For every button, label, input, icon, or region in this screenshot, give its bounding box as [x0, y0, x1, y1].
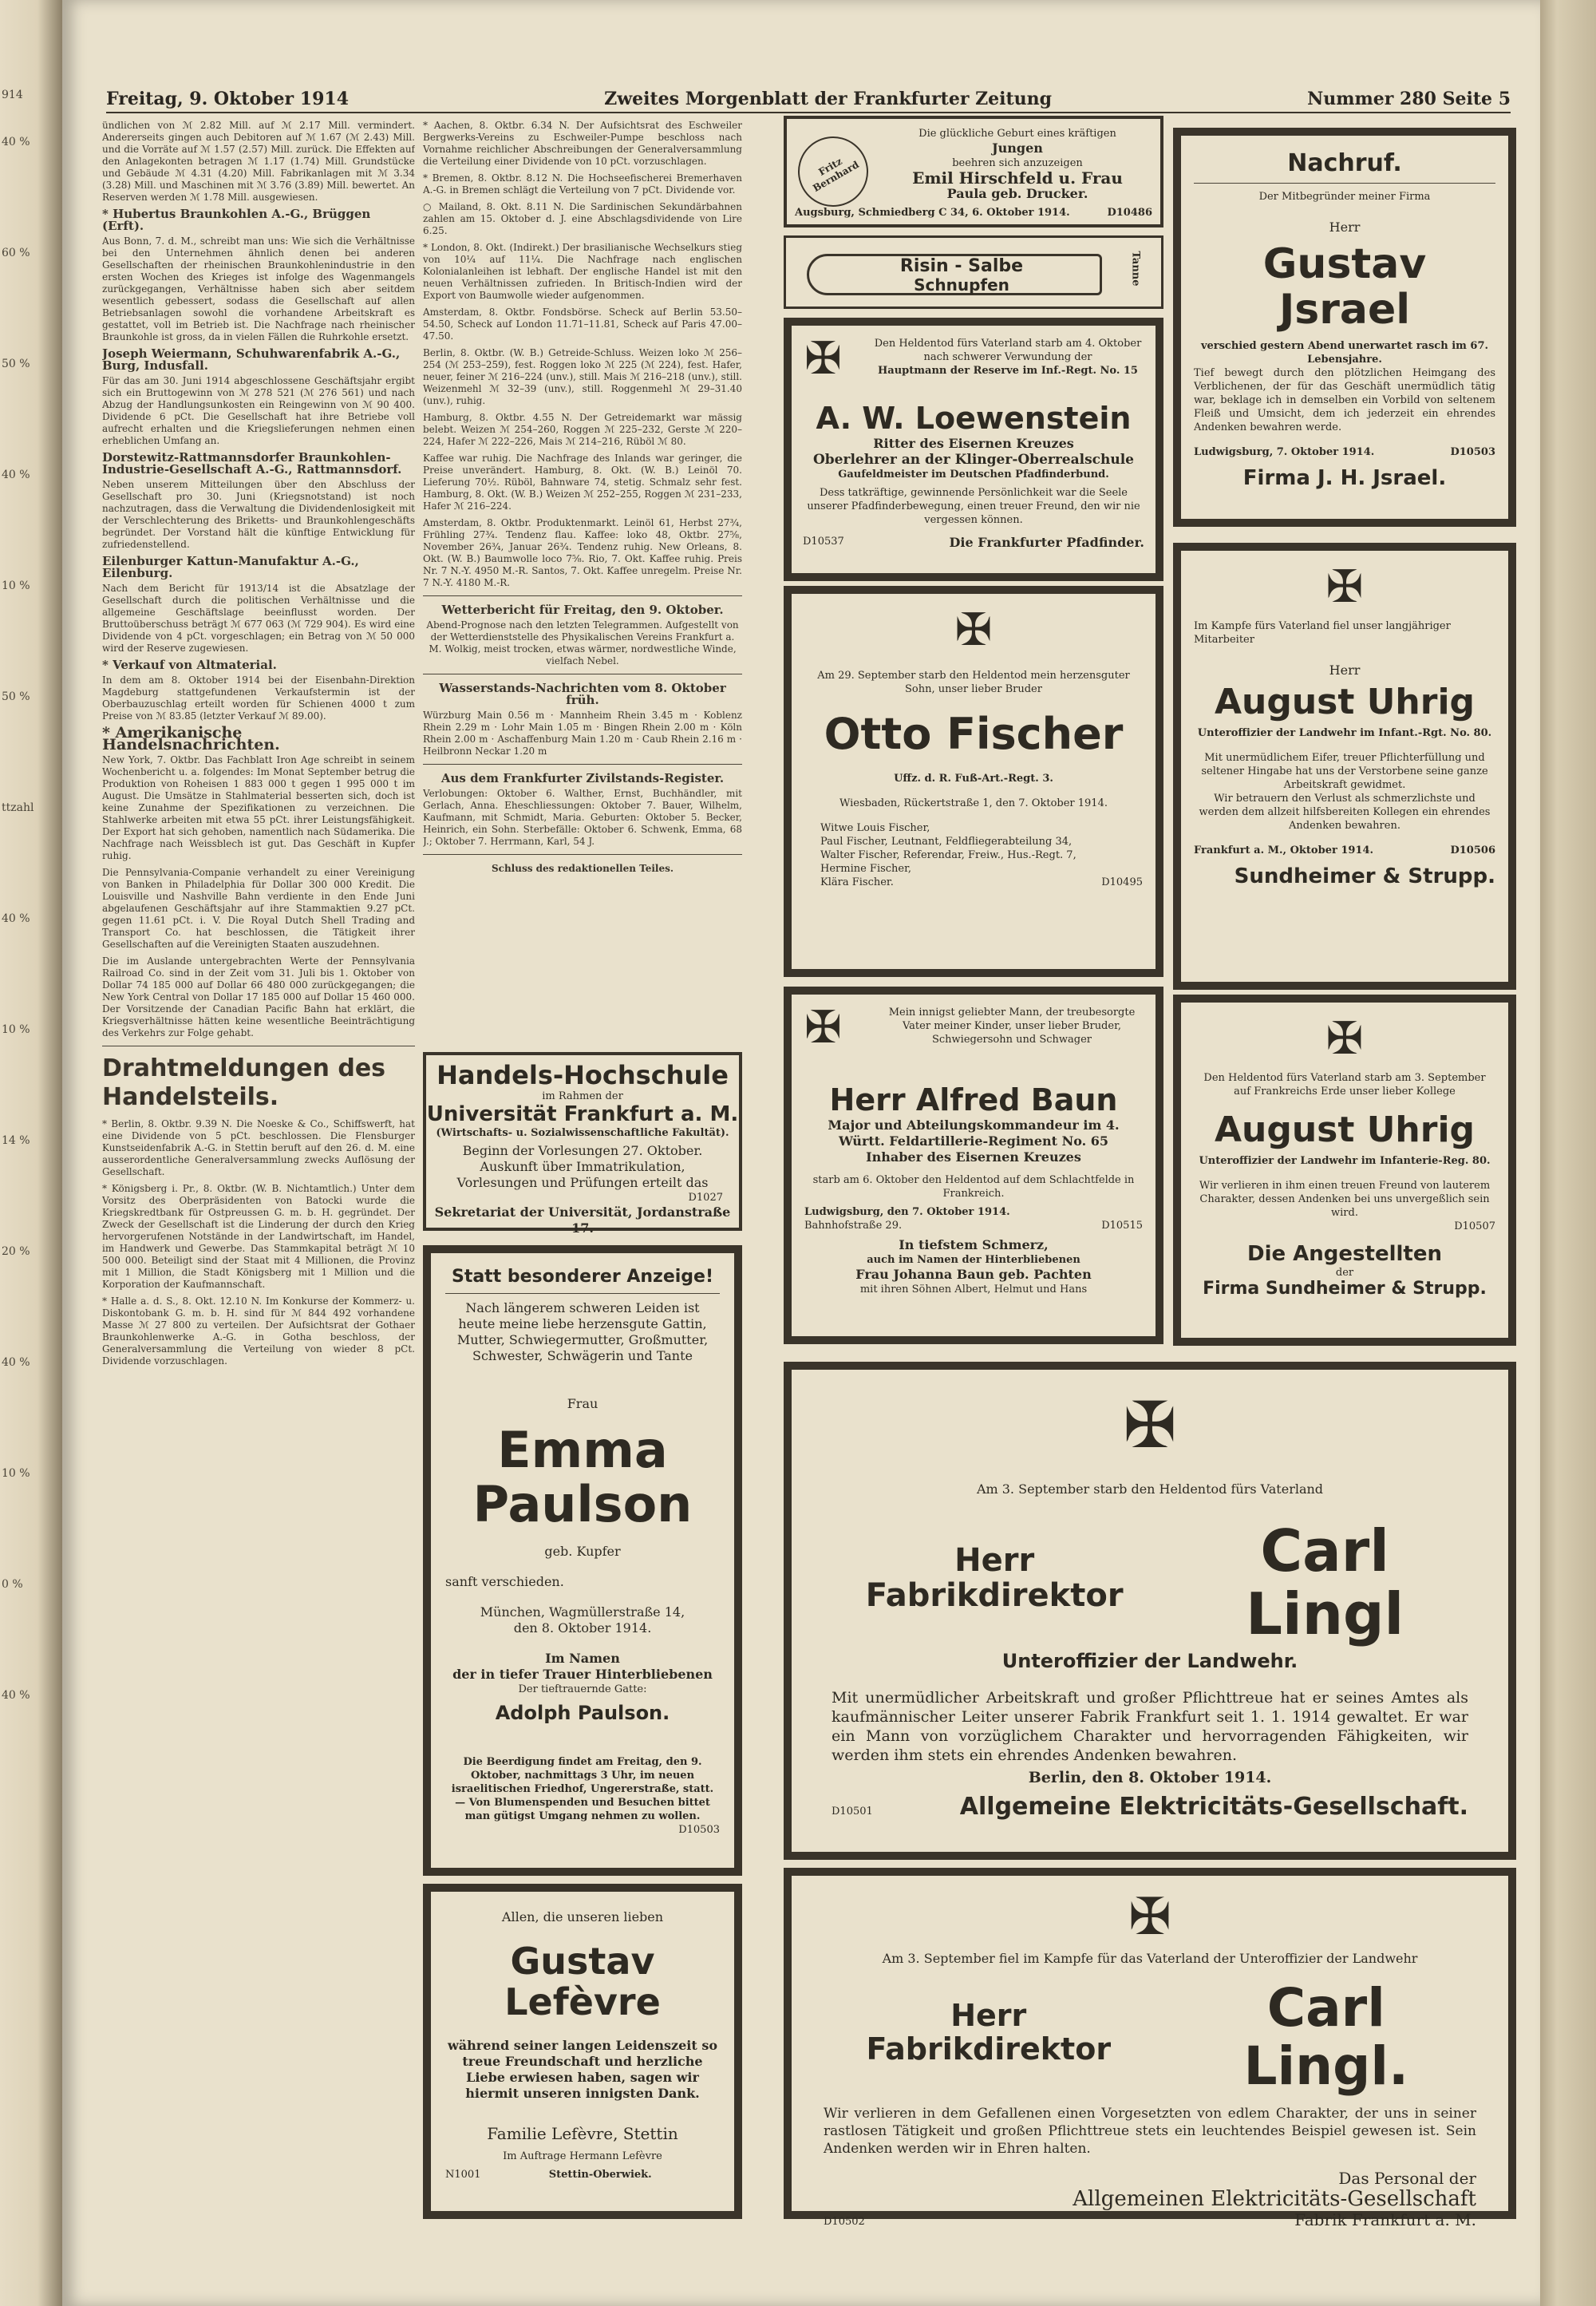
col1-p9: Die im Auslande untergebrachten Werte der Pennsylvania Railroad Co. sind in der Zeit vom 31. Juli bis 1. Oktober von Dollar 74 185 000 auf Dollar 66 480 000 zurückgegangen; die New York Central von Dollar 17 185 000 auf Dollar 15 460 000. Der Vorsitzende der Canadian Pacific Bahn hat erklärt, die Kriegsverhältnisse hätten keine wesentliche Beeinträchtigung des Verkehrs zur Folge gehabt.	[102, 955, 415, 1038]
edge-fragment: 40 %	[2, 469, 30, 481]
loewenstein-sign: Die Frankfurter Pfadfinder.	[949, 534, 1144, 550]
col2-end: Schluss des redaktionellen Teiles.	[491, 863, 674, 874]
fischer-sig5: Klära Fischer.	[820, 876, 894, 889]
uhrig2-l2: Wir verlieren in ihm einen treuen Freund von lauterem Charakter, dessen Andenken bei uns unvergeßlich sein wird.	[1199, 1180, 1491, 1220]
header-date: Freitag, 9. Oktober 1914	[106, 89, 350, 109]
ad-baun	[784, 987, 1163, 1344]
israel-head: Nachruf.	[1287, 149, 1402, 177]
previous-page-strip	[2, 88, 57, 1799]
baun-s3: Frau Johanna Baun geb. Pachten	[855, 1266, 1092, 1282]
col2-p9: Amsterdam, 8. Oktbr. Produktenmarkt. Leinöl 61, Herbst 27¾, Frühling 27¾. Tendenz flau. Kaffee: loko 48, Oktbr. 27⅝, November 26¾, Januar 26¾. Tendenz ruhig. New Orleans, 8. Okt. (W. B.) Baumwolle loco 7⅝. Rio, 7. Okt. Kaffee ruhig. Preis Nr. 7 N.-Y. 4950 M.-R. Santos, 7. Okt. Kaffee unregelm. Preise Nr. 7 N.-Y. 4180 M.-R.	[423, 517, 742, 588]
edge-fragment: 10 %	[2, 579, 30, 592]
col2-divider-1	[423, 595, 742, 596]
baun-name: Herr Alfred Baun	[829, 1082, 1118, 1117]
edge-fragment: 40 %	[2, 912, 30, 925]
lingl1-rank: Unteroffizier der Landwehr.	[1001, 1650, 1298, 1673]
paulson-funeral: Die Beerdigung findet am Freitag, den 9. Oktober, nachmittags 3 Uhr, im neuen israelitischen Friedhof, Ungererstraße, statt. — Von Blumenspenden und Besuchen bittet man gütigst Umgang nehmen zu wollen.	[451, 1755, 714, 1822]
lingl2-s1: Das Personal der	[1338, 2169, 1476, 2189]
lingl1-l1: Am 3. September starb den Heldentod fürs Vaterland	[976, 1481, 1324, 1497]
baun-s1: In tiefstem Schmerz,	[899, 1236, 1049, 1252]
header-number: Nummer 280 Seite 5	[1307, 89, 1511, 109]
baun-place: Ludwigsburg, den 7. Oktober 1914.	[804, 1205, 1010, 1218]
loewenstein-l2: Hauptmann der Reserve im Inf.-Regt. No. 15	[878, 365, 1138, 377]
hh-sub: im Rahmen der	[542, 1090, 623, 1103]
risin-l2: Schnupfen	[914, 275, 1009, 295]
ad-handelshochschule	[423, 1052, 742, 1236]
iron-cross-icon: ✠	[1123, 1388, 1177, 1462]
edge-fragment: ttzahl	[2, 801, 34, 814]
col2-h1: Wetterbericht für Freitag, den 9. Oktober.	[441, 603, 724, 617]
col2-h2: Wasserstands-Nachrichten vom 8. Oktober früh.	[439, 681, 726, 707]
israel-code: D10503	[1450, 446, 1495, 459]
column-2	[423, 120, 742, 1030]
ad-lingl-2	[784, 1868, 1516, 2230]
ad-israel	[1173, 128, 1516, 527]
col2-p8: Kaffee war ruhig. Die Nachfrage des Inlands war geringer, die Preise unverändert. Hamburg, 8. Okt. (W. B.) Leinöl 70. Lieferung 70½. Rüböl, Bahnware 74, stetig. Schmalz sehr fest. Hamburg, 8. Okt. (W. B.) Weizen ℳ 252–255, Roggen ℳ 231–233, Hafer ℳ 216–224.	[423, 453, 742, 512]
col2-p2: * Bremen, 8. Oktbr. 8.12 N. Die Hochseefischerei Bremerhaven A.-G. in Bremen schlägt die Verteilung von 7 pCt. Dividende vor.	[423, 172, 742, 196]
loewenstein-l3: Ritter des Eisernen Kreuzes	[873, 435, 1074, 451]
uhrig1-l1: Im Kampfe fürs Vaterland fiel unser langjähriger Mitarbeiter	[1194, 620, 1451, 646]
col2-p5: Amsterdam, 8. Oktbr. Fondsbörse. Scheck auf Berlin 53.50–54.50, Scheck auf London 11.71–11.81, Scheck auf Paris 47.00–47.50.	[423, 307, 742, 342]
col1-h7: Drahtmeldungen des Handelsteils.	[102, 1054, 386, 1111]
edge-fragment: 50 %	[2, 358, 30, 370]
baun-l4: starb am 6. Oktober den Heldentod auf dem Schlachtfelde in Frankreich.	[812, 1173, 1135, 1200]
iron-cross-icon: ✠	[1325, 1013, 1364, 1065]
col2-p1: * Aachen, 8. Oktbr. 6.34 N. Der Aufsichtsrat des Eschweiler Bergwerks-Vereins zu Eschweiler-Pumpe beschloss nach Vornahme reichlicher Abschreibungen der Generalversammlung die Verteilung einer Dividende von 10 pCt. vorzuschlagen.	[423, 120, 742, 167]
book-left-edge	[0, 0, 62, 2306]
col2-divider-3	[423, 764, 742, 765]
col1-p2: Aus Bonn, 7. d. M., schreibt man uns: Wie sich die Verhältnisse bei den Unternehmen ähnlich denen bei anderen Gesellschaften der rheinischen Braunkohlenindustrie in den ersten Wochen des Krieges ist infolge des Wagenmangels zurückgegangen, Verhältnisse haben sich aber seitdem wesentlich gebessert, sodass die Gesellschaft auf allen Betriebsanlagen sowohl die vorhandene Arbeitskraft es gestattet, voll im Betrieb ist. Die Nachfrage nach rheinischer Braunkohle ist gross, da in vielen Fällen die Ruhrkohle ersetzt.	[102, 235, 415, 342]
fischer-name: Otto Fischer	[824, 709, 1124, 759]
uhrig1-code: D10506	[1450, 844, 1495, 857]
col1-p11: * Königsberg i. Pr., 8. Oktbr. (W. B. Nichtamtlich.) Unter dem Vorsitz des Oberpräsidenten von Batocki wurde die Kriegskredtbank für Ostpreussen G. m. b. H. gegründet. Der Zweck der Gesellschaft ist die Linderung der durch den Krieg hervorgerufenen Notstände in der Landwirtschaft, im Handel, im Handwerk und Gewerbe. Das Stammkapital beträgt ℳ 10 500 000. Beteiligt sind der Staat mit 4 Millionen, die Provinz mit 1 Million, die Stadt Königsberg mit 1 Million und die Korporation der Kaufmannschaft.	[102, 1183, 415, 1290]
birth-place: Augsburg, Schmiedberg C 34, 6. Oktober 1914.	[795, 207, 1070, 219]
paulson-namen: Im Namen	[545, 1650, 620, 1666]
uhrig1-firm: Sundheimer & Strupp.	[1234, 864, 1495, 889]
col1-h4: Eilenburger Kattun-Manufaktur A.-G., Eilenburg.	[102, 554, 359, 580]
paulson-intro: Nach längerem schweren Leiden ist heute meine liebe herzensgute Gattin, Mutter, Schwiegermutter, Großmutter, Schwester, Schwägerin und Tante	[456, 1300, 709, 1364]
col1-p4: Neben unserem Mitteilungen über den Abschluss der Gesellschaft pro 30. Juni (Kriegsnotstand) ist noch nachzutragen, dass die Verwaltung die Dividendenlosigkeit mit der Verschlechterung des Briketts- und Braunkohlengeschäfts begründet. Der Vorstand hält die künftige Entwicklung für zufriedenstellend.	[102, 479, 415, 550]
iron-cross-icon: ✠	[804, 1002, 842, 1054]
hh-sek: Sekretariat der Universität, Jordanstraße 17.	[434, 1204, 731, 1236]
loewenstein-l6: Dess tatkräftige, gewinnende Persönlichkeit war die Seele unserer Pfadfinderbewegung, einen treuer Freund, den wir nie vergessen können.	[807, 486, 1140, 526]
lingl1-code: D10501	[832, 1805, 873, 1818]
lingl2-code: D10502	[824, 2216, 865, 2229]
loewenstein-l1: Den Heldentod fürs Vaterland starb am 4. Oktober nach schwerer Verwundung der	[874, 338, 1142, 363]
iron-cross-icon: ✠	[954, 604, 993, 656]
edge-fragment: 40 %	[2, 136, 30, 148]
lingl2-l2: Wir verlieren in dem Gefallenen einen Vorgesetzten von edlem Charakter, der uns in seiner rastlosen Tätigkeit und großen Pflichttreue stets ein leuchtendes Beispiel gewesen ist. Sein Andenken werden wir in Ehren halten.	[824, 2106, 1476, 2158]
lefevre-auftrag: Im Auftrage Hermann Lefèvre	[503, 2150, 662, 2163]
baun-l2: Major und Abteilungskommandeur im 4. Württ. Feldartillerie-Regiment No. 65	[828, 1117, 1120, 1149]
col1-h6: * Amerikanische Handelsnachrichten.	[102, 724, 280, 754]
ad-loewenstein	[784, 318, 1163, 581]
israel-herr: Herr	[1329, 220, 1361, 235]
fischer-code: D10495	[1101, 876, 1143, 889]
book-right-edge	[1540, 0, 1596, 2306]
lefevre-place: Stettin-Oberwiek.	[548, 2169, 652, 2181]
lingl2-s3: Fabrik Frankfurt a. M.	[1294, 2210, 1476, 2230]
uhrig2-l1: Den Heldentod fürs Vaterland starb am 3. September auf Frankreichs Erde unser lieber Kollege	[1203, 1072, 1486, 1098]
paulson-geb: geb. Kupfer	[544, 1543, 621, 1559]
lingl2-l1: Am 3. September fiel im Kampfe für das Vaterland der Unteroffizier der Landwehr	[882, 1951, 1418, 1966]
header-paper: Zweites Morgenblatt der Frankfurter Zeitung	[604, 89, 1053, 109]
edge-fragment: 40 %	[2, 1356, 30, 1369]
fischer-sig2: Paul Fischer, Leutnant, Feldfliegerabteilung 34,	[820, 836, 1073, 848]
lefevre-fam: Familie Lefèvre, Stettin	[487, 2124, 678, 2144]
hh-fac: (Wirtschafts- u. Sozialwissenschaftliche Fakultät).	[436, 1126, 729, 1139]
paulson-head: Statt besonderer Anzeige!	[451, 1267, 714, 1287]
uhrig1-l2: Mit unermüdlichem Eifer, treuer Pflichterfüllung und seltener Hingabe hat uns der Verstorbene seine ganze Arbeitskraft gewidmet.	[1201, 752, 1488, 792]
israel-name: Gustav Jsrael	[1262, 240, 1427, 334]
paulson-rule	[445, 1293, 720, 1294]
lingl1-firm: Allgemeine Elektricitäts-Gesellschaft.	[959, 1792, 1468, 1821]
baun-s4: mit ihren Söhnen Albert, Helmut und Hans	[859, 1283, 1088, 1295]
israel-rule	[1194, 183, 1495, 184]
edge-fragment: 10 %	[2, 1023, 30, 1036]
uhrig2-s3: Firma Sundheimer & Strupp.	[1203, 1278, 1487, 1299]
iron-cross-icon: ✠	[804, 333, 842, 385]
paulson-date: den 8. Oktober 1914.	[513, 1620, 652, 1636]
col2-p3: ○ Mailand, 8. Okt. 8.11 N. Die Sardinischen Sekundärbahnen zahlen am 15. Oktober d. J. eine Abschlagsdividende von Lire 6.25.	[423, 201, 742, 236]
paulson-code: D10503	[678, 1823, 720, 1836]
uhrig1-rank: Unteroffizier der Landwehr im Infant.-Rgt. No. 80.	[1197, 727, 1492, 740]
col1-p5: Nach dem Bericht für 1913/14 ist die Absatzlage der Gesellschaft durch die politischen Verhältnisse und die allgemeine Geschäftslage beeinflusst worden. Der Bruttoüberschuss beträgt ℳ 677 063 (ℳ 729 904). Es wird eine Dividende von 4 pCt. vorgeschlagen; ein Betrag von ℳ 50 000 wird der Reserve zugewiesen.	[102, 583, 415, 654]
lefevre-name: Gustav Lefèvre	[504, 1940, 661, 2023]
edge-fragment: 10 %	[2, 1467, 30, 1480]
page-header	[106, 86, 1511, 113]
loewenstein-code: D10537	[803, 535, 844, 548]
lingl1-l2: Mit unermüdlicher Arbeitskraft und großer Pflichttreue hat er seines Amtes als kaufmännischer Leiter unserer Fabrik Frankfurt seit 1. 1. 1914 gewaltet. Er war ein Mann von vorzüglichem Charakter und hervorragenden Fähigkeiten, wir werden ihm stets ein ehrendes Andenken bewahren.	[832, 1688, 1468, 1764]
lingl2-name: Carl Lingl.	[1243, 1977, 1409, 2097]
israel-place: Ludwigsburg, 7. Oktober 1914.	[1194, 446, 1375, 459]
fischer-sig3: Walter Fischer, Referendar, Freiw., Hus.-Regt. 7,	[820, 849, 1077, 862]
uhrig2-s2: der	[1335, 1266, 1354, 1279]
ad-lefevre	[423, 1884, 742, 2219]
uhrig1-place: Frankfurt a. M., Oktober 1914.	[1194, 844, 1374, 857]
col1-p8: Die Pennsylvania-Companie verhandelt zu einer Vereinigung von Banken in Philadelphia für Dollar 300 000 Kredit. Die Louisville und Nashville Bahn verdiente in den Ende Juni abgelaufenen Geschäftsjahr auf ihre Stammaktien 9.27 pCt. gegen 11.61 pCt. i. V. Die Royal Dutch Shell Trading and Transport Co. hat beschlossen, die Tätigkeit ihrer Gesellschaften auf die Vereinigten Staaten auszudehnen.	[102, 867, 415, 950]
col1-h2: Joseph Weiermann, Schuhwarenfabrik A.-G., Burg, Indusfall.	[102, 346, 401, 373]
paulson-name: Emma Paulson	[472, 1421, 693, 1534]
ad-lingl-1	[784, 1362, 1516, 1860]
birth-code: D10486	[1107, 207, 1152, 219]
col2-p6: Berlin, 8. Oktbr. (W. B.) Getreide-Schluss. Weizen loko ℳ 256–254 (ℳ 253–259), fest. Roggen loko ℳ 225 (ℳ 224), fest. Hafer, neuer, feiner ℳ 216–224 (unv.), still. Mais ℳ 216–218 (unv.), still. Weizenmehl ℳ 32–39 (unv.), still. Roggenmehl ℳ 29–31.40 (unv.), ruhig.	[423, 347, 742, 406]
col1-h3: Dorstewitz-Rattmannsdorfer Braunkohlen-Industrie-Gesellschaft A.-G., Rattmannsdorf.	[102, 450, 402, 477]
col2-p7: Hamburg, 8. Oktbr. 4.55 N. Der Getreidemarkt war mässig belebt. Weizen ℳ 254–260, Roggen ℳ 225–232, Gerste ℳ 220–224, Hafer ℳ 222–226, Mais ℳ 214–216, Rüböl ℳ 80.	[423, 412, 742, 447]
fischer-place: Wiesbaden, Rückertstraße 1, den 7. Oktober 1914.	[839, 797, 1108, 810]
baun-s2: auch im Namen der Hinterbliebenen	[867, 1253, 1080, 1266]
ad-paulson	[423, 1245, 742, 1876]
newspaper-page	[62, 0, 1540, 2306]
col1-p10: * Berlin, 8. Oktbr. 9.39 N. Die Noeske & Co., Schiffswerft, hat eine Dividende von 5 pCt. beschlossen. Die Flensburger Kunstseidenfabrik A.-G. in Stettin beruft auf den 26. d. M. eine ausserordentliche Generalversammlung zwecks Auflösung der Gesellschaft.	[102, 1118, 415, 1177]
birth-names: Emil Hirschfeld u. Frau	[912, 168, 1123, 188]
hh-uni: Universität Frankfurt a. M.	[426, 1102, 739, 1127]
baun-l3: Inhaber des Eisernen Kreuzes	[866, 1149, 1081, 1165]
col1-p3: Für das am 30. Juni 1914 abgeschlossene Geschäftsjahr ergibt sich ein Bruttogewinn von ℳ 278 521 (ℳ 276 561) und nach Abzug der Handlungsunkosten ein Reingewinn von ℳ 90 400. Dividende 6 pCt. Die Gesellschaft hat ihre Betriebe voll aufrecht erhalten und die Kriegslieferungen nehmen einen erheblichen Umfang an.	[102, 375, 415, 446]
israel-firm: Firma J. H. Jsrael.	[1242, 466, 1447, 491]
israel-l2: verschied gestern Abend unerwartet rasch im 67. Lebensjahre.	[1200, 340, 1489, 366]
hh-body: Beginn der Vorlesungen 27. Oktober. Auskunft über Immatrikulation, Vorlesungen und Prüfungen erteilt das	[456, 1142, 709, 1190]
col1-h1: * Hubertus Braunkohlen A.-G., Brüggen (Erft).	[102, 207, 371, 233]
col2-p12: Verlobungen: Oktober 6. Walther, Ernst, Buchhändler, mit Gerlach, Anna. Eheschliessungen: Oktober 7. Bauer, Wilhelm, Kaufmann, mit Schmidt, Maria. Geburten: Oktober 5. Becker, Heinrich, ein Sohn. Sterbefälle: Oktober 6. Schwenk, Emma, 68 J.; Oktober 7. Herrmann, Karl, 54 J.	[423, 788, 742, 847]
edge-fragment: 40 %	[2, 1689, 30, 1702]
paulson-frau: Frau	[567, 1396, 598, 1412]
birth-l3: beehren sich anzuzeigen	[952, 157, 1083, 169]
israel-l1: Der Mitbegründer meiner Firma	[1258, 191, 1431, 203]
edge-fragment: 20 %	[2, 1245, 30, 1258]
fischer-rank: Uffz. d. R. Fuß-Art.-Regt. 3.	[894, 773, 1053, 785]
lefevre-body: während seiner langen Leidenszeit so treue Freundschaft und herzliche Liebe erwiesen haben, sagen wir hiermit unseren innigsten Dank.	[448, 2038, 717, 2102]
ad-birth	[784, 116, 1163, 227]
uhrig1-name: August Uhrig	[1214, 682, 1476, 722]
birth-l2: Jungen	[992, 140, 1043, 156]
ad-uhrig-2	[1173, 995, 1516, 1346]
col1-h5: * Verkauf von Altmaterial.	[102, 658, 277, 672]
col2-p4: * London, 8. Okt. (Indirekt.) Der brasilianische Wechselkurs stieg von 10¼ auf 11¼. Die Nachfrage nach englischen Kolonialanleihen ist lebhaft. Der englische Handel ist mit den neuen Verhältnissen zufrieden. In Britisch-Indien wird der Export von Baumwolle wieder aufgenommen.	[423, 242, 742, 301]
lingl1-pre: Herr Fabrikdirektor	[865, 1542, 1124, 1614]
uhrig2-code: D10507	[1454, 1220, 1495, 1233]
loewenstein-l4: Oberlehrer an der Klinger-Oberrealschule	[812, 451, 1134, 468]
ad-risin	[784, 235, 1163, 309]
col1-p12: * Halle a. d. S., 8. Okt. 12.10 N. Im Konkurse der Kommerz- u. Diskontobank G. m. b. H. sind für ℳ 844 492 vorhandene Masse ℳ 27 800 zu verteilen. Der Aufsichtsrat der Gothaer Braunkohlenwerke A.-G. in Gotha beschloss, der Generalversammlung die Verteilung von wieder 8 pCt. Dividende vorzuschlagen.	[102, 1295, 415, 1367]
birth-stamp: Fritz Bernhard	[785, 124, 881, 220]
lingl1-name: Carl Lingl	[1246, 1517, 1404, 1648]
lingl1-place: Berlin, den 8. Oktober 1914.	[1028, 1768, 1272, 1786]
col2-p11: Würzburg Main 0.56 m · Mannheim Rhein 3.45 m · Koblenz Rhein 2.29 m · Lohr Main 1.05 m · Bingen Rhein 2.00 m · Köln Rhein 2.00 m · Aschaffenburg Main 1.20 m · Caub Rhein 2.16 m · Heilbronn Neckar 1.20 m	[423, 710, 742, 757]
ad-uhrig-1	[1173, 543, 1516, 990]
uhrig2-s1: Die Angestellten	[1247, 1242, 1442, 1267]
risin-l1: Risin - Salbe	[899, 256, 1024, 276]
paulson-place: München, Wagmüllerstraße 14,	[480, 1604, 685, 1620]
lingl2-s2: Allgemeinen Elektricitäts-Gesellschaft	[1073, 2187, 1476, 2212]
baun-l1: Mein innigst geliebter Mann, der treubesorgte Vater meiner Kinder, unser lieber Bruder, Schwiegersohn und Schwager	[888, 1007, 1136, 1046]
uhrig1-l3: Wir betrauern den Verlust als schmerzlichste und werden dem allzeit hilfsbereiten Kollegen ein ehrendes Andenken bewahren.	[1199, 793, 1491, 833]
paulson-trauer: der in tiefer Trauer Hinterbliebenen	[452, 1666, 713, 1682]
edge-fragment: 14 %	[2, 1134, 30, 1147]
baun-code: D10515	[1101, 1219, 1143, 1232]
birth-paula: Paula geb. Drucker.	[946, 186, 1088, 201]
risin-side: Tanne	[1129, 251, 1142, 287]
loewenstein-name: A. W. Loewenstein	[816, 401, 1132, 436]
fischer-l1: Am 29. September starb den Heldentod mein herzensguter Sohn, unser lieber Bruder	[817, 670, 1130, 695]
col1-p6: In dem am 8. Oktober 1914 bei der Eisenbahn-Direktion Magdeburg stattgefundenen Verkaufstermin ist der Oberbauzuschlag erteilt worden für Schienen 4000 t zum Preise von ℳ 83.85 (letzter Verkauf ℳ 89.00).	[102, 674, 415, 722]
edge-fragment: 914	[2, 89, 23, 101]
israel-l3: Tief bewegt durch den plötzlichen Heimgang des Verblichenen, der für das Geschäft unermüdlich tätig war, beklage ich in demselben ein Vorbild von seltenem Fleiß und Umsicht, dem ich jederzeit ein ehrendes Andenken bewahren werde.	[1194, 367, 1495, 434]
edge-fragment: 0 %	[2, 1578, 23, 1591]
birth-l1: Die glückliche Geburt eines kräftigen	[918, 128, 1116, 140]
lefevre-code: N1001	[445, 2169, 481, 2181]
col1-p1: ündlichen von ℳ 2.82 Mill. auf ℳ 2.17 Mill. vermindert. Andererseits gingen auch Debitoren auf ℳ 1.67 (ℳ 2.43) Mill. und die Vorräte auf ℳ 1.57 (2.57) Mill. zurück. Die Effekten auf den Anlagekonten betragen ℳ 1.17 (1.74) Mill. Grundstücke und Gebäude ℳ 4.31 (4.20) Mill. Fabrikanlagen mit ℳ 3.34 (3.28) Mill. und Maschinen mit ℳ 3.76 (3.89) Mill. bewertet. An Reserven werden ℳ 1.78 Mill. ausgewiesen.	[102, 120, 415, 203]
hh-code: D1027	[688, 1191, 723, 1204]
ad-fischer	[784, 586, 1163, 977]
uhrig2-name: August Uhrig	[1214, 1109, 1476, 1150]
uhrig1-herr: Herr	[1329, 663, 1361, 678]
iron-cross-icon: ✠	[1325, 561, 1364, 613]
col2-divider-4	[423, 854, 742, 855]
fischer-sig1: Witwe Louis Fischer,	[820, 822, 930, 835]
fischer-sig4: Hermine Fischer,	[820, 863, 912, 876]
col1-p7: New York, 7. Oktbr. Das Fachblatt Iron Age schreibt in seinem Wochenbericht u. a. folgendes: Im Monat September betrug die Produktion von Roheisen 1 883 000 t gegen 1 995 000 t im August. Die Umsätze in Stahlmaterial besserten sich, doch ist keine Zunahme der Spezifikationen zu verzeichnen. Die Stahlwerke arbeiten mit etwa 55 pCt. ihrer Leistungsfähigkeit. Der Export hat sich gehoben, namentlich nach Südamerika. Die Nachfrage nach Weissblech ist gut. Das Geschäft in Kupfer ruhig.	[102, 754, 415, 861]
iron-cross-icon: ✠	[1128, 1888, 1171, 1947]
baun-street: Bahnhofstraße 29.	[804, 1219, 903, 1232]
edge-fragment: 50 %	[2, 690, 30, 703]
hh-title: Handels-Hochschule	[437, 1060, 729, 1090]
lefevre-intro: Allen, die unseren lieben	[501, 1909, 664, 1924]
lingl2-pre: Herr Fabrikdirektor	[866, 1998, 1112, 2067]
loewenstein-l5: Gaufeldmeister im Deutschen Pfadfinderbund.	[838, 468, 1109, 481]
paulson-betr: Der tieftrauernde Gatte:	[518, 1683, 647, 1695]
col2-p10: Abend-Prognose nach den letzten Telegrammen. Aufgestellt von der Wetterdienststelle des Physikalischen Vereins Frankfurt a. M. Wolkig, meist trocken, etwas wärmer, nordwestliche Winde, vielfach Nebel.	[426, 619, 739, 666]
paulson-gatte: Adolph Paulson.	[495, 1701, 670, 1724]
uhrig2-rank: Unteroffizier der Landwehr im Infanterie-Reg. 80.	[1199, 1155, 1491, 1168]
column-1	[102, 120, 415, 2275]
edge-fragment: 60 %	[2, 247, 30, 259]
col2-h3: Aus dem Frankfurter Zivilstands-Register.	[440, 771, 725, 785]
paulson-sanft: sanft verschieden.	[445, 1573, 564, 1589]
